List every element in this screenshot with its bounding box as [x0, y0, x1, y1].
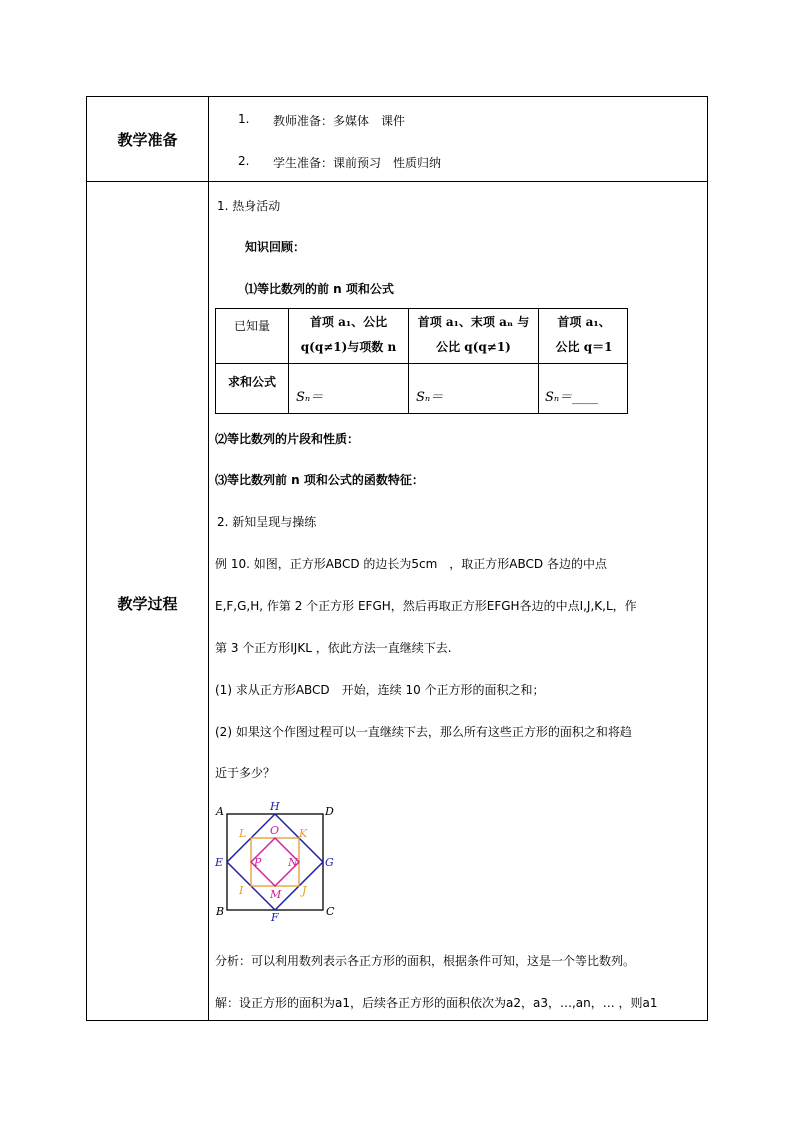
label-n: N: [288, 856, 298, 869]
known-header: 已知量: [233, 319, 270, 333]
prep-item2-num: 2.: [238, 154, 250, 168]
case2-line2: 公比 q(q≠1): [436, 340, 511, 354]
example-line-2: E,F,G,H, 作第 2 个正方形 EFGH，然后再取正方形EFGH各边的中点I,J,K,L，作: [215, 599, 637, 613]
example-part-2: (2) 如果这个作图过程可以一直继续下去，那么所有这些正方形的面积之和将趋: [215, 725, 632, 739]
label-k: K: [299, 827, 308, 840]
label-b: B: [216, 905, 225, 918]
case2-line1: 首项 a₁、末项 aₙ 与: [417, 315, 530, 329]
label-c: C: [326, 905, 335, 918]
review-heading: 知识回顾：: [245, 240, 306, 254]
sum-formula-case2: Sₙ＝: [416, 390, 444, 405]
example-line-3: 第 3 个正方形IJKL ，依此方法一直继续下去.: [215, 641, 452, 655]
row-divider: [87, 181, 707, 182]
process-label: 教学过程: [117, 595, 178, 613]
label-l: L: [239, 827, 247, 840]
label-p: P: [254, 856, 262, 869]
section-new-knowledge: 2. 新知呈现与操练: [217, 515, 317, 529]
formula-table-row-divider: [216, 363, 627, 364]
section-warmup: 1. 热身活动: [217, 199, 281, 213]
label-i: I: [239, 884, 244, 897]
column-divider: [208, 97, 209, 1020]
label-e: E: [215, 856, 224, 869]
label-d: D: [325, 805, 334, 818]
example-part-1: (1) 求从正方形ABCD 开始，连续 10 个正方形的面积之和；: [215, 683, 545, 697]
case3-line2: 公比 q＝1: [555, 340, 613, 354]
label-a: A: [216, 805, 224, 818]
prep-item1-num: 1.: [238, 112, 250, 126]
solution-text: 解：设正方形的面积为a1，后续各正方形的面积依次为a2，a3，…,an，… ，则a1: [215, 996, 658, 1010]
example-part-2-cont: 近于多少？: [215, 766, 276, 780]
case1-line1: 首项 a₁、公比: [309, 315, 388, 329]
label-j: J: [302, 884, 307, 897]
label-g: G: [325, 856, 334, 869]
label-h: H: [270, 801, 280, 813]
sum-formula-label: 求和公式: [227, 375, 276, 389]
label-f: F: [271, 911, 279, 924]
prep-label: 教学准备: [117, 131, 178, 149]
question-1: ⑴等比数列的前 n 项和公式: [245, 282, 394, 296]
question-3: ⑶等比数列前 n 项和公式的函数特征：: [215, 473, 424, 487]
lesson-table: [86, 96, 708, 1021]
prep-item1-text: 教师准备：多媒体 课件: [273, 114, 406, 128]
analysis-text: 分析：可以利用数列表示各正方形的面积，根据条件可知，这是一个等比数列。: [215, 954, 636, 968]
example-line-1: 例 10. 如图，正方形ABCD 的边长为5cm ，取正方形ABCD 各边的中点: [215, 557, 607, 571]
nested-squares-figure: [215, 801, 343, 925]
sum-formula-case1: Sₙ＝: [296, 390, 324, 405]
prep-item2-text: 学生准备：课前预习 性质归纳: [273, 156, 442, 170]
sum-formula-case3: Sₙ＝____: [545, 390, 599, 405]
label-o: O: [270, 824, 280, 837]
formula-table: [215, 308, 628, 414]
label-m: M: [270, 888, 282, 901]
case1-line2: q(q≠1)与项数 n: [300, 340, 397, 354]
question-2: ⑵等比数列的片段和性质：: [215, 432, 360, 446]
case3-line1: 首项 a₁、: [557, 315, 611, 329]
